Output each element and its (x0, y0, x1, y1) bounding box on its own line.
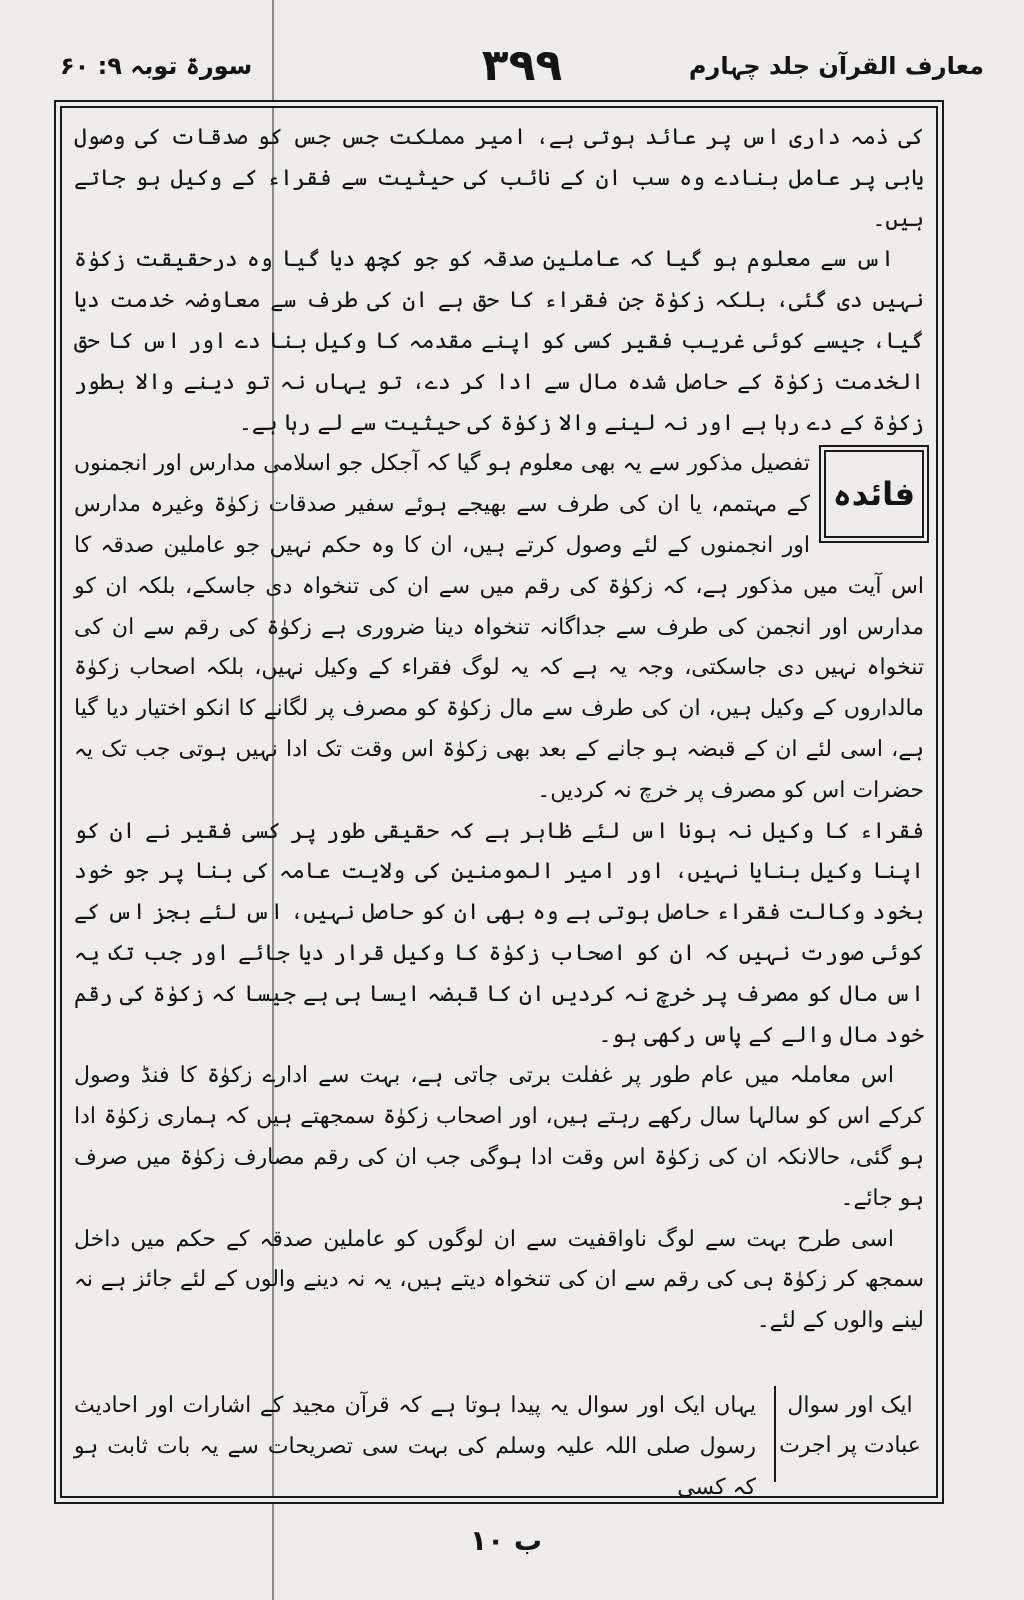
bottom-paragraph: یہاں ایک اور سوال یہ پیدا ہوتا ہے کہ قرآن مجید کے اشارات اور احادیث رسول صلی اللہ علیہ وسلم کی بہت سی تصریحات سے یہ بات ثابت ہو کہ کسی (74, 1393, 756, 1500)
faida-section (74, 444, 924, 811)
page-header (60, 40, 984, 100)
signature-mark: ب ۱۰ (470, 1524, 543, 1557)
faida-label-box (824, 450, 924, 538)
surah-reference: سورۃ توبہ ۹: ۶۰ (60, 52, 253, 80)
paragraph-3: تفصیل مذکور سے یہ بھی معلوم ہو گیا کہ آجکل جو اسلامی مدارس اور انجمنوں کے مہتمم، یا ان کی طرف سے بھیجے ہوئے سفیر صدقات زکوٰۃ وغیرہ مدارس اور انجمنوں کے لئے وصول کرتے ہیں، ان کا وہ حکم نہیں جو عاملین صدقہ کا اس آیت میں مذکور ہے، کہ زکوٰۃ کی رقم میں سے ان کی تنخواہ دی جاسکے، بلکہ ان کو مدارس اور انجمن کی طرف سے جداگانہ تنخواہ دینا ضروری ہے زکوٰۃ کی رقم سے ان کی تنخواہ نہیں دی جاسکتی، وجہ یہ ہے کہ یہ لوگ فقراء کے وکیل نہیں، بلکہ اصحاب زکوٰۃ مالداروں کے وکیل ہیں، ان کی طرف سے مال زکوٰۃ کو مصرف پر لگانے کا انکو اختیار دیا گیا ہے، اسی لئے ان کے قبضہ ہو جانے کے بعد بھی زکوٰۃ اس وقت تک ادا نہیں ہوتی جب تک یہ حضرات اس کو مصرف پر خرچ نہ کردیں۔ (74, 451, 924, 803)
faida-label: فائدہ (832, 474, 916, 513)
paragraph-4: فقراء کا وکیل نہ ہونا اس لئے ظاہر ہے کہ حقیقی طور پر کسی فقیر نے ان کو اپنا وکیل بنایا نہیں، اور امیر المومنین کی ولایت عامہ کی بنا پر جو خود بخود وکالت فقراء حاصل ہوتی ہے وہ بھی ان کو حاصل نہیں، اس لئے بجز اس کے کوئی صورت نہیں کہ ان کو اصحاب زکوٰۃ کا وکیل قرار دیا جائے اور جب تک یہ اس مال کو مصرف پر خرچ نہ کردیں ان کا قبضہ ایسا ہی ہے جیسا کہ زکوٰۃ کی رقم خود مال والے کے پاس رکھی ہو۔ (74, 818, 924, 1048)
paragraph-6: اسی طرح بہت سے لوگ ناواقفیت سے ان لوگوں کو عاملین صدقہ کے حکم میں داخل سمجھ کر زکوٰۃ ہی کی رقم سے ان کی تنخواہ دیتے ہیں، یہ نہ دینے والوں کے لئے جائز ہے نہ لینے والوں کے لئے۔ (74, 1226, 924, 1334)
paragraph-2: اس سے معلوم ہو گیا کہ عاملین صدقہ کو جو کچھ دیا گیا وہ درحقیقت زکوٰۃ نہیں دی گئی، بلکہ زکوٰۃ جن فقراء کا حق ہے ان کی طرف سے معاوضہ خدمت دیا گیا، جیسے کوئی غریب فقیر کسی کو اپنے مقدمہ کا وکیل بنا دے اور اس کا حق الخدمت زکوٰۃ کے حاصل شدہ مال سے ادا کر دے، تو یہاں نہ تو دینے والا بطور زکوٰۃ کے دے رہا ہے اور نہ لینے والا زکوٰۃ کی حیثیت سے لے رہا ہے۔ (74, 247, 924, 436)
text-frame (60, 106, 938, 1498)
book-title: معارف القرآن جلد چہارم (688, 52, 984, 80)
main-text (74, 118, 924, 1486)
side-heading-line-1: ایک اور سوال (787, 1393, 913, 1418)
paragraph-5: اس معاملہ میں عام طور پر غفلت برتی جاتی ہے، بہت سے ادارے زکوٰۃ کا فنڈ وصول کرکے اس کو سالہا سال رکھے رہتے ہیں، اور اصحاب زکوٰۃ سمجھتے ہیں کہ ہماری زکوٰۃ ادا ہو گئی، حالانکہ ان کی زکوٰۃ اس وقت ادا ہوگی جب ان کی رقم مصارف زکوٰۃ میں صرف ہو جائے۔ (74, 1063, 924, 1211)
paragraph-1: کی ذمہ داری اس پر عائد ہوتی ہے، امیر مملکت جس جس کو صدقات کی وصول یابی پر عامل بنادے وہ سب ان کے نائب کی حیثیت سے فقراء کے وکیل ہو جاتے ہیں۔ (74, 125, 924, 232)
page-number: ۳۹۹ (481, 40, 563, 91)
side-heading-box (774, 1386, 924, 1482)
side-heading-line-2: عبادت پر اجرت (779, 1433, 921, 1458)
bottom-section (74, 1386, 924, 1500)
